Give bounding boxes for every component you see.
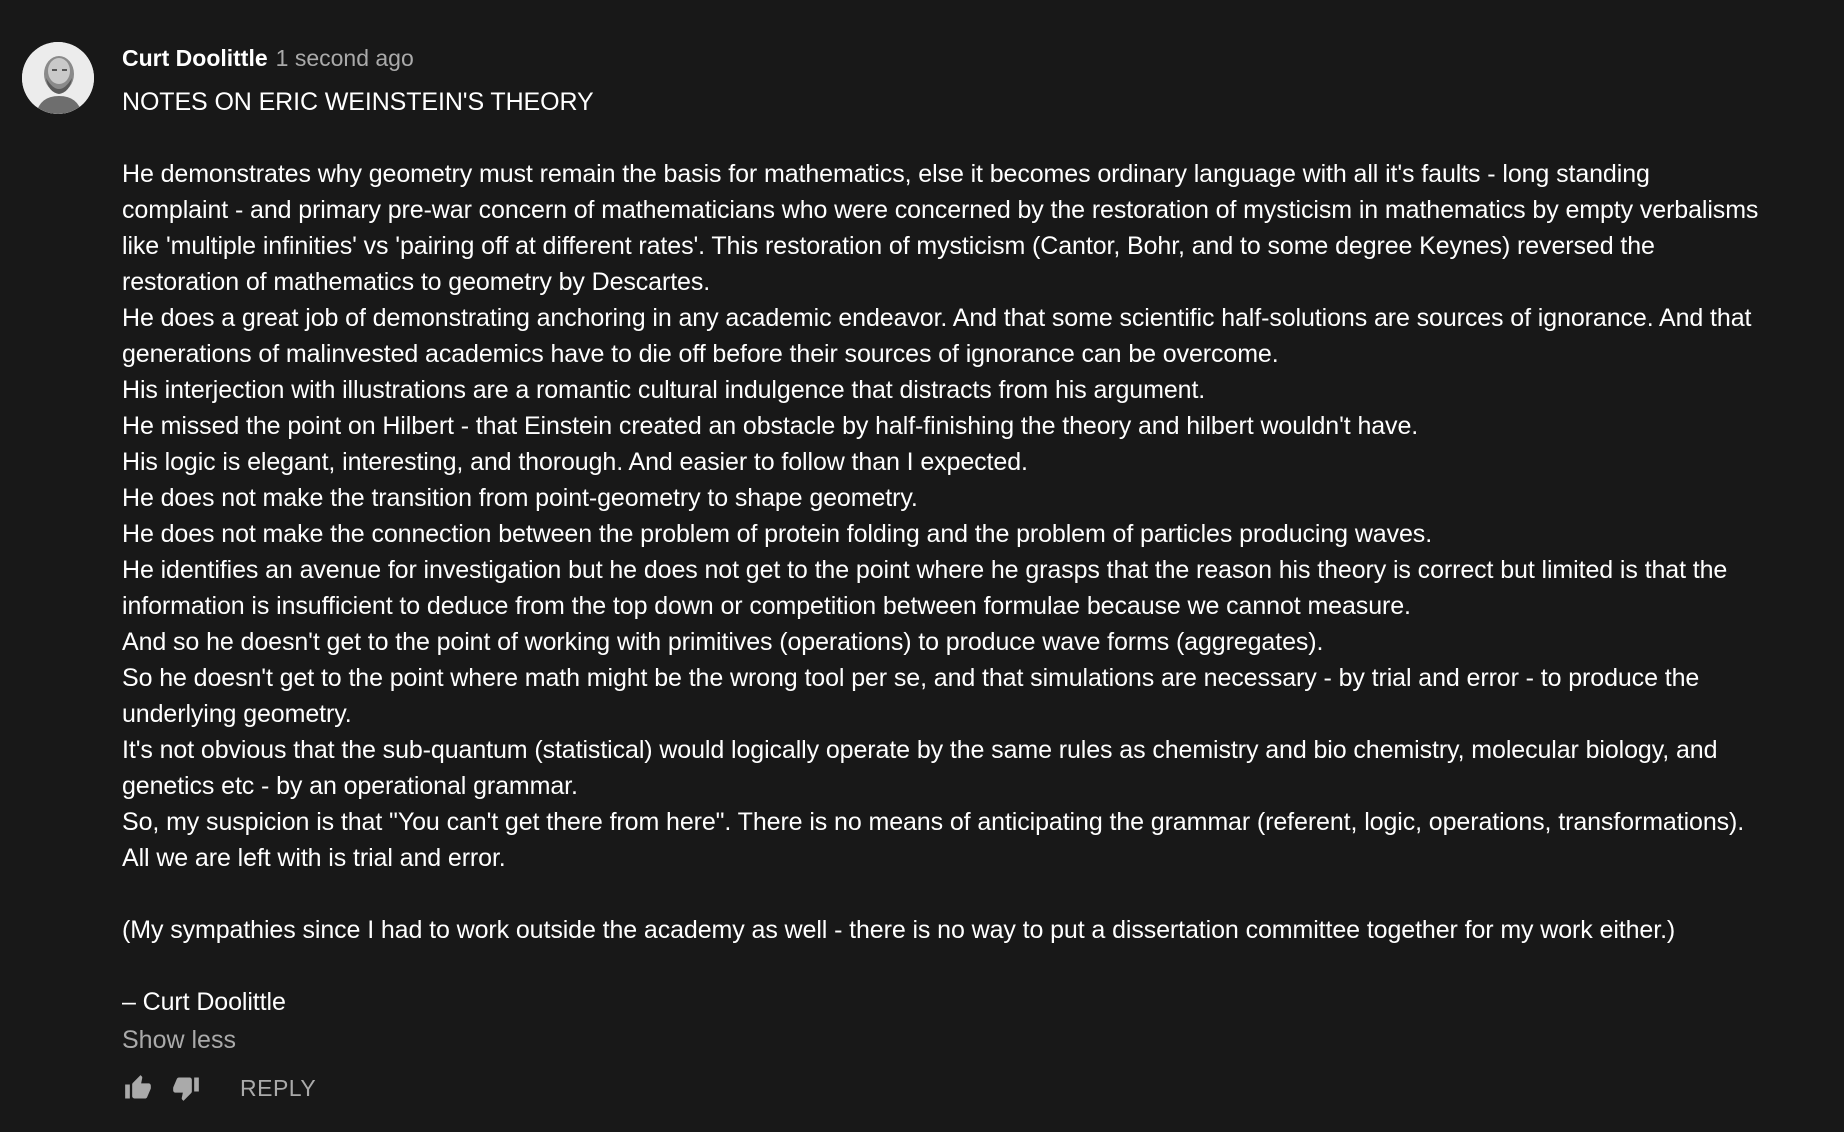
comment-paragraph: He missed the point on Hilbert - that Einstein created an obstacle by half-finishing the theory and hilbert wouldn't have. bbox=[122, 412, 1419, 440]
comment-paragraph: He does a great job of demonstrating anchoring in any academic endeavor. And that some scientific half-solutions are sources of ignorance. And that generations of malinvested academics have to die off before their sources of ignorance can be overcome. bbox=[122, 304, 1752, 368]
comment-paragraph: He does not make the transition from point-geometry to shape geometry. bbox=[122, 484, 918, 512]
comment-paragraph: And so he doesn't get to the point of working with primitives (operations) to produce wave forms (aggregates). bbox=[122, 628, 1324, 656]
comment-paragraph: So he doesn't get to the point where math might be the wrong tool per se, and that simulations are necessary - by trial and error - to produce the underlying geometry. bbox=[122, 664, 1700, 728]
comment-paragraph: He identifies an avenue for investigation but he does not get to the point where he grasps that the reason his theory is correct but limited is that the information is insufficient to deduce from the top down or competition between formulae because we cannot measure. bbox=[122, 556, 1728, 620]
blank-line bbox=[122, 120, 1762, 156]
blank-line bbox=[122, 876, 1762, 912]
comment-header bbox=[122, 42, 1762, 74]
comment-title: NOTES ON ERIC WEINSTEIN'S THEORY bbox=[122, 88, 594, 116]
comment-paragraph: (My sympathies since I had to work outside the academy as well - there is no way to put a dissertation committee together for my work either.) bbox=[122, 916, 1676, 944]
comment-timestamp[interactable]: 1 second ago bbox=[275, 45, 414, 71]
comment-actions bbox=[122, 1068, 316, 1108]
comment-content bbox=[122, 42, 1762, 1058]
show-less-button[interactable]: Show less bbox=[122, 1026, 236, 1054]
comment-paragraph: He does not make the connection between the problem of protein folding and the problem of particles producing waves. bbox=[122, 520, 1433, 548]
comment-paragraph: His logic is elegant, interesting, and thorough. And easier to follow than I expected. bbox=[122, 448, 1028, 476]
like-button[interactable] bbox=[122, 1072, 154, 1104]
thumbs-up-icon bbox=[124, 1074, 152, 1102]
blank-line bbox=[122, 948, 1762, 984]
comment-paragraph: So, my suspicion is that "You can't get there from here". There is no means of anticipating the grammar (referent, logic, operations, transformations). All we are left with is trial and error. bbox=[122, 808, 1745, 872]
comment-signature: – Curt Doolittle bbox=[122, 988, 286, 1016]
thumbs-down-icon bbox=[172, 1074, 200, 1102]
comment-paragraph: He demonstrates why geometry must remain the basis for mathematics, else it becomes ordinary language with all it's faults - long standing complaint - and primary pre-war concern of mathematicians who were concerned by the restoration of mysticism in mathematics by empty verbalisms like 'multiple infinities' vs 'pairing off at different rates'. This restoration of mysticism (Cantor, Bohr, and to some degree Keynes) reversed the restoration of mathematics to geometry by Descartes. bbox=[122, 160, 1759, 296]
avatar[interactable] bbox=[22, 42, 94, 114]
user-avatar-icon bbox=[22, 42, 94, 114]
comment-author[interactable]: Curt Doolittle bbox=[122, 45, 268, 71]
dislike-button[interactable] bbox=[170, 1072, 202, 1104]
comment-body bbox=[122, 84, 1762, 1020]
comment-paragraph: His interjection with illustrations are a romantic cultural indulgence that distracts from his argument. bbox=[122, 376, 1206, 404]
comment-paragraph: It's not obvious that the sub-quantum (statistical) would logically operate by the same rules as chemistry and bio chemistry, molecular biology, and genetics etc - by an operational grammar. bbox=[122, 736, 1718, 800]
reply-button[interactable]: REPLY bbox=[240, 1074, 317, 1101]
